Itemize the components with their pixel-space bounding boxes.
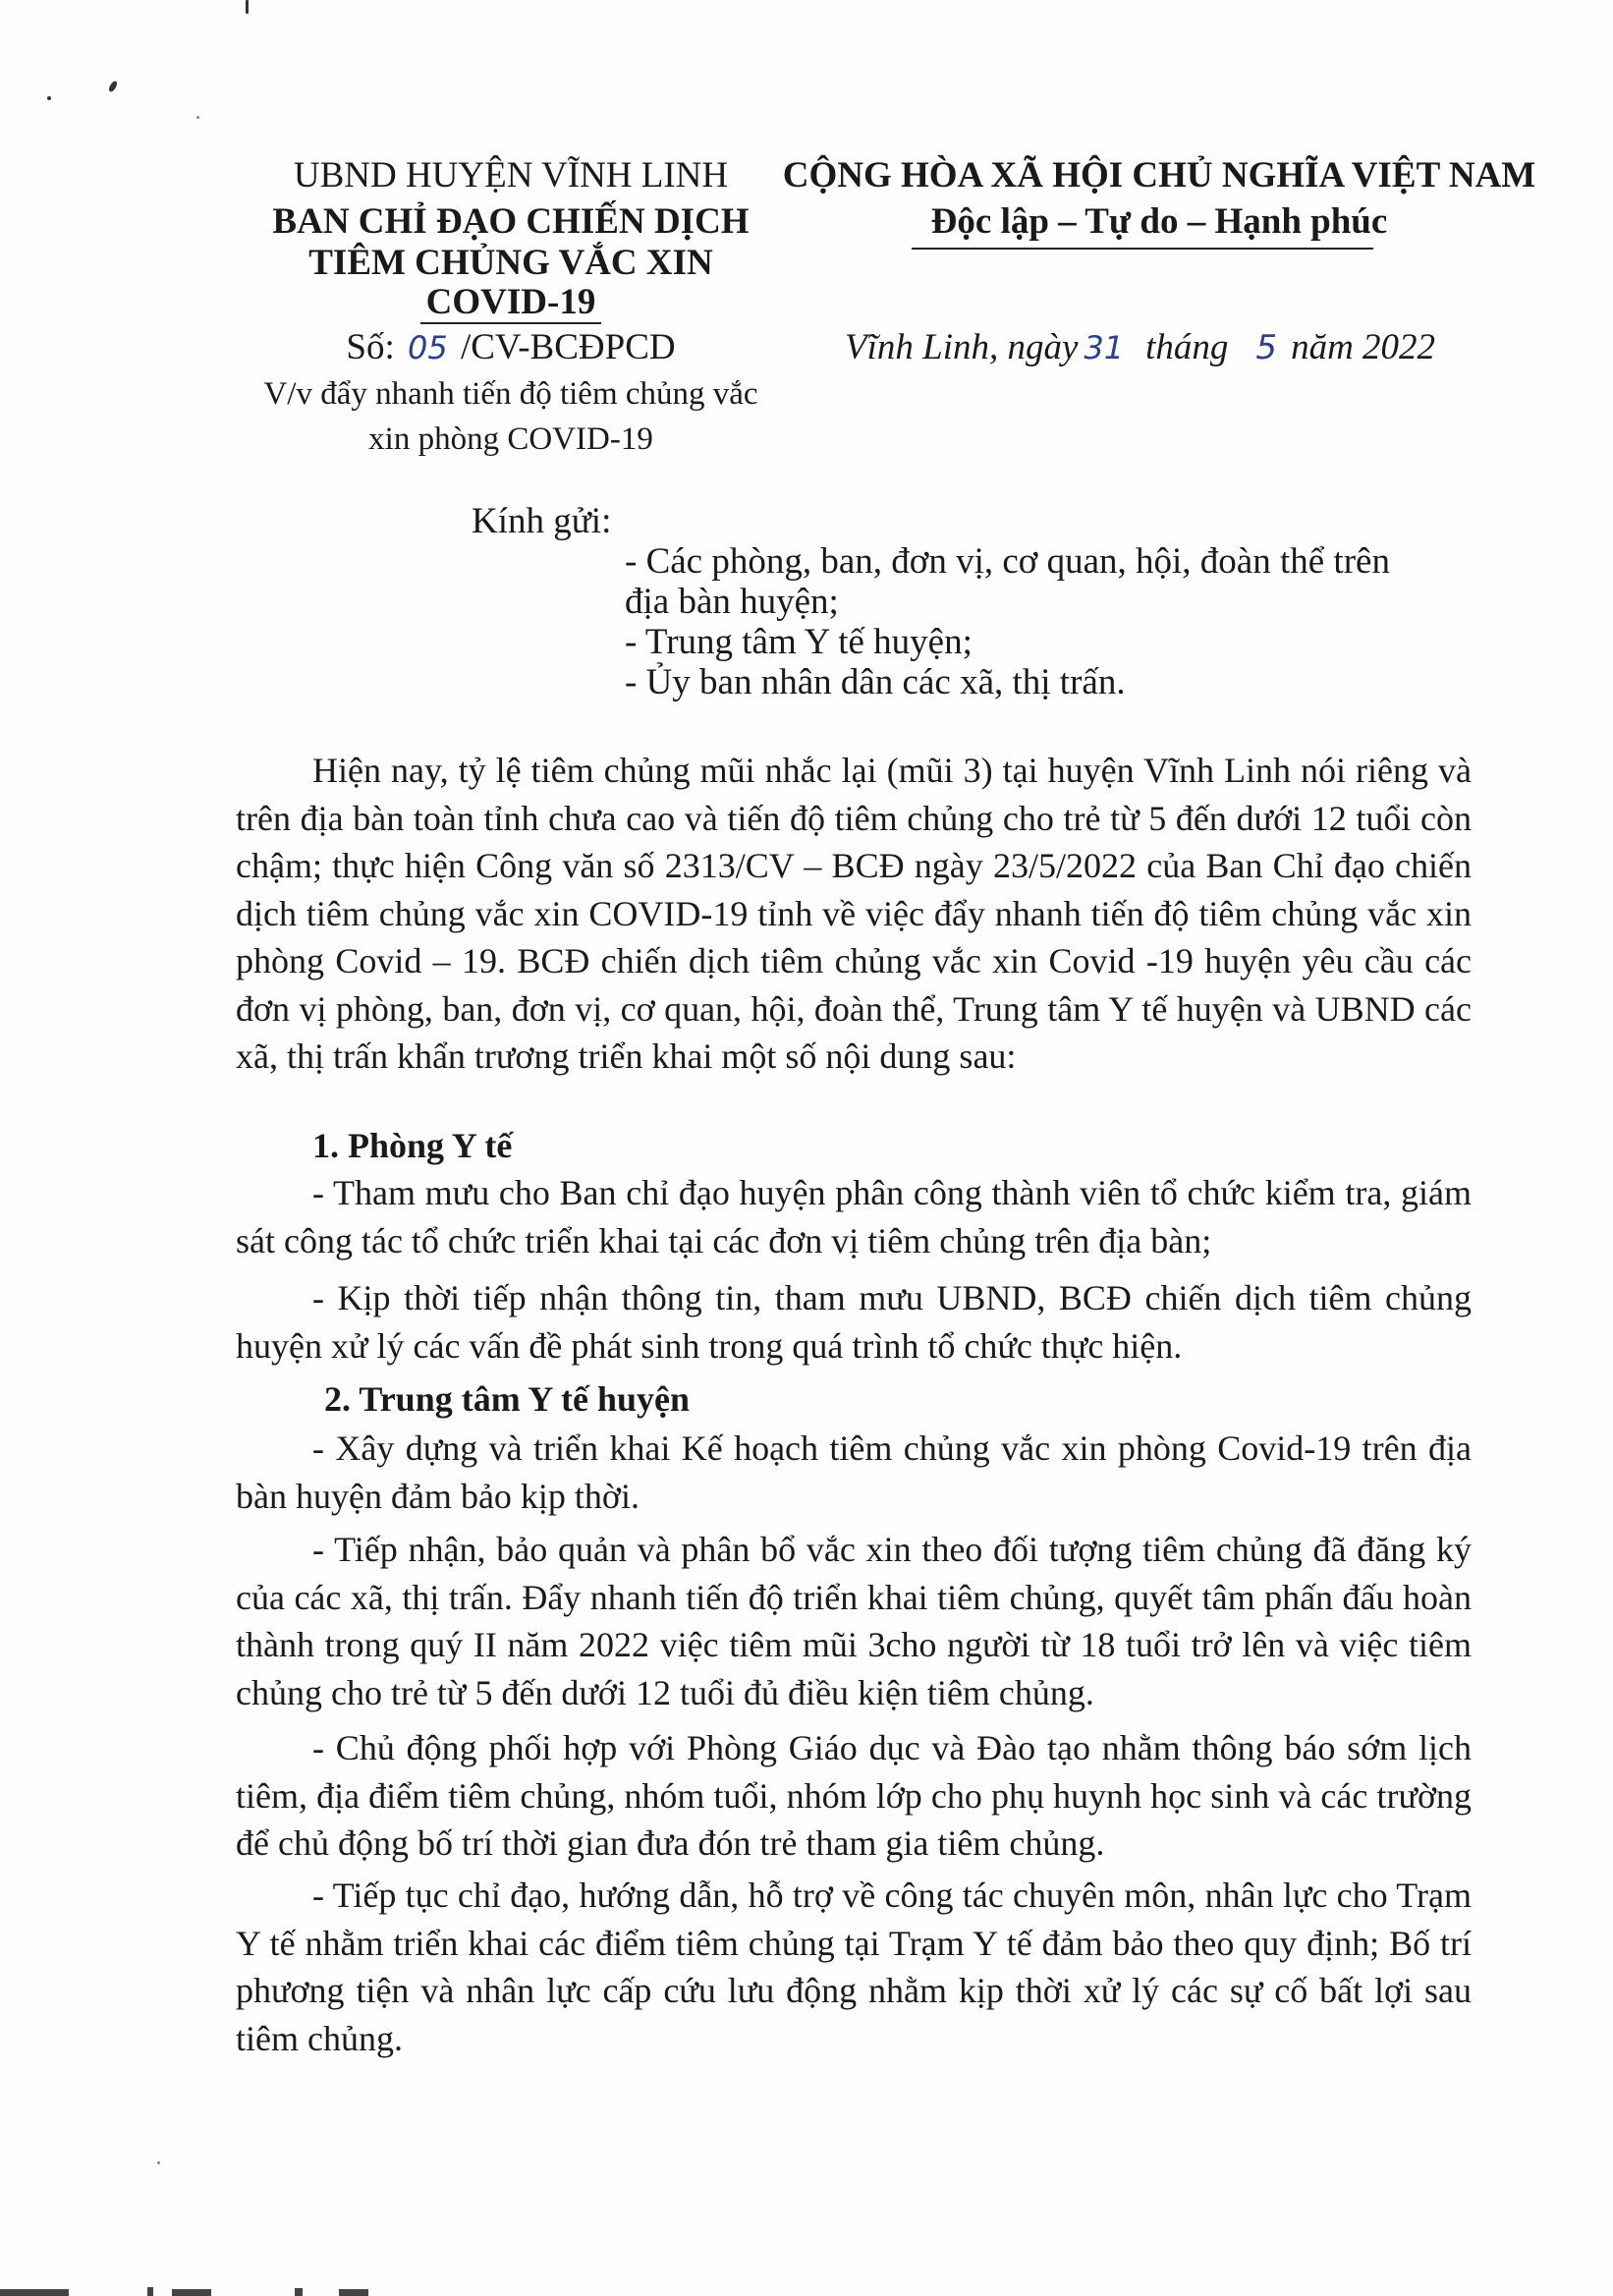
document-number-suffix: /CV-BCĐPCD xyxy=(460,327,676,367)
recipient-item-1-line-1: - Các phòng, ban, đơn vị, cơ quan, hội, đoàn thể trên xyxy=(625,541,1390,582)
date-day-handwritten: 31 xyxy=(1084,329,1125,366)
national-motto: Độc lập – Tự do – Hạnh phúc xyxy=(930,201,1388,242)
committee-line-2: TIÊM CHỦNG VẮC XIN xyxy=(308,243,713,283)
motto-underline xyxy=(912,248,1373,250)
document-number xyxy=(246,326,776,369)
section-1-paragraph-1: - Tham mưu cho Ban chỉ đạo huyện phân công thành viên tổ chức kiểm tra, giám sát công tác tổ chức triển khai tại các đơn vị tiêm chủng trên địa bàn; xyxy=(236,1173,1472,1260)
recipient-item-3: - Ủy ban nhân dân các xã, thị trấn. xyxy=(625,662,1126,702)
document-number-prefix: Số: xyxy=(346,327,395,367)
section-2-paragraph-1: - Xây dựng và triển khai Kế hoạch tiêm chủng vắc xin phòng Covid-19 trên địa bàn huyện đảm bảo kịp thời. xyxy=(236,1428,1472,1516)
nation-title: CỘNG HÒA XÃ HỘI CHỦ NGHĨA VIỆT NAM xyxy=(782,155,1536,196)
section-2-title: 2. Trung tâm Y tế huyện xyxy=(324,1379,691,1419)
section-1-paragraph-2: - Kịp thời tiếp nhận thông tin, tham mưu UBND, BCĐ chiến dịch tiêm chủng huyện xử lý các vấn đề phát sinh trong quá trình tổ chức thực hiện. xyxy=(236,1278,1472,1366)
scan-edge-mark xyxy=(339,2289,368,2296)
committee-line-1: BAN CHỈ ĐẠO CHIẾN DỊCH xyxy=(272,201,750,242)
scan-edge-mark xyxy=(295,2288,303,2296)
date-month-handwritten: 5 xyxy=(1255,328,1278,367)
section-2-paragraph-3: - Chủ động phối hợp với Phòng Giáo dục và Đào tạo nhằm thông báo sớm lịch tiêm, địa điểm tiêm chủng, nhóm tuổi, nhóm lớp cho phụ huynh học sinh và các trường để chủ động bố trí thời gian đưa đón trẻ tham gia tiêm chủng. xyxy=(236,1728,1472,1863)
recipients-label: Kính gửi: xyxy=(472,501,612,541)
date-place: Vĩnh Linh, ngày xyxy=(845,327,1079,367)
intro-paragraph: Hiện nay, tỷ lệ tiêm chủng mũi nhắc lại (mũi 3) tại huyện Vĩnh Linh nói riêng và trên địa bàn toàn tỉnh chưa cao và tiến độ tiêm chủng cho trẻ từ 5 đến dưới 12 tuổi còn chậm; thực hiện Công văn số 2313/CV – BCĐ ngày 23/5/2022 của Ban Chỉ đạo chiến dịch tiêm chủng vắc xin COVID-19 tỉnh về việc đẩy nhanh tiến độ tiêm chủng vắc xin phòng Covid – 19. BCĐ chiến dịch tiêm chủng vắc xin Covid -19 huyện yêu cầu các đơn vị phòng, ban, đơn vị, cơ quan, hội, đoàn thể, Trung tâm Y tế huyện và UBND các xã, thị trấn khẩn trương triển khai một số nội dung sau: xyxy=(236,751,1472,1076)
committee-underline xyxy=(420,322,601,324)
issuing-org: UBND HUYỆN VĨNH LINH xyxy=(293,155,729,196)
subject-line-1: V/v đẩy nhanh tiến độ tiêm chủng vắc xyxy=(263,376,758,412)
scan-edge-mark xyxy=(147,2287,153,2296)
scan-speck xyxy=(246,0,249,14)
date-line xyxy=(845,326,1532,369)
recipient-item-1-line-2: địa bàn huyện; xyxy=(625,582,839,622)
scan-edge-mark xyxy=(172,2289,211,2296)
scan-speck xyxy=(107,80,118,92)
section-2-paragraph-2: - Tiếp nhận, bảo quản và phân bổ vắc xin theo đối tượng tiêm chủng đã đăng ký của các xã, thị trấn. Đẩy nhanh tiến độ triển khai tiêm chủng, quyết tâm phấn đấu hoàn thành trong quý II năm 2022 việc tiêm mũi 3cho người từ 18 tuổi trở lên và việc tiêm chủng cho trẻ từ 5 đến dưới 12 tuổi đủ điều kiện tiêm chủng. xyxy=(236,1530,1472,1712)
section-1-title: 1. Phòng Y tế xyxy=(312,1126,513,1165)
committee-line-3: COVID-19 xyxy=(425,282,596,322)
scan-speck xyxy=(47,96,51,100)
scan-speck xyxy=(157,2161,160,2164)
section-2-paragraph-4: - Tiếp tục chỉ đạo, hướng dẫn, hỗ trợ về công tác chuyên môn, nhân lực cho Trạm Y tế nhằm triển khai các điểm tiêm chủng tại Trạm Y tế đảm bảo theo quy định; Bố trí phương tiện và nhân lực cấp cứu lưu động nhằm kịp thời xử lý các sự cố bất lợi sau tiêm chủng. xyxy=(236,1876,1472,2058)
date-year: năm 2022 xyxy=(1291,327,1436,367)
date-month-label: tháng xyxy=(1145,327,1229,367)
subject-line-2: xin phòng COVID-19 xyxy=(368,421,653,457)
scan-speck xyxy=(196,116,199,119)
scan-edge-mark xyxy=(0,2289,69,2296)
document-number-handwritten: 05 xyxy=(407,329,448,366)
recipient-item-2: - Trung tâm Y tế huyện; xyxy=(625,622,973,662)
